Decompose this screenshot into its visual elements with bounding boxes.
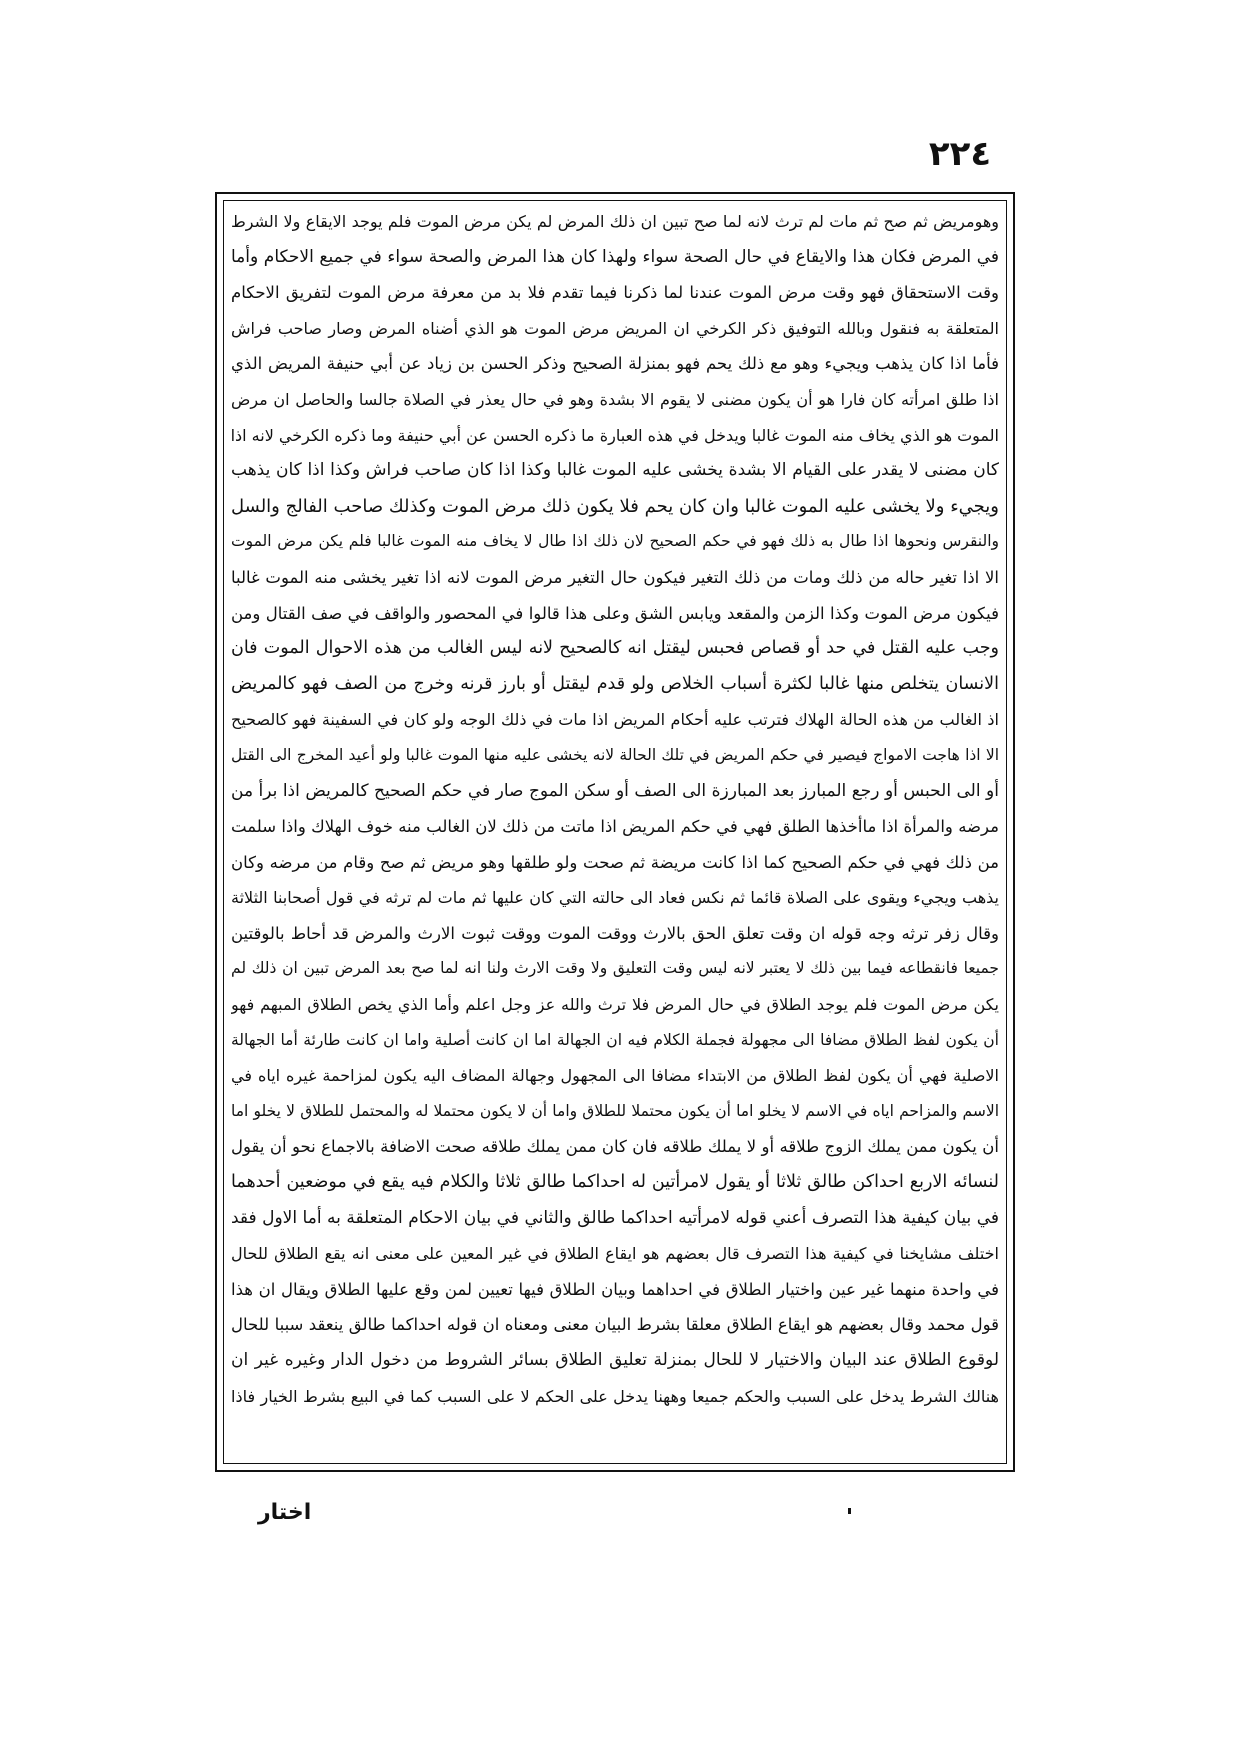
text-line: جميعا فانقطاعه فيما بين ذلك لا يعتبر لانه ليس وقت التعليق ولا وقت الارث ولنا انه لما صح بعد المرض تبين ان ذلك لم (231, 959, 999, 978)
text-line: مرضه والمرأة اذا ماأخذها الطلق فهي في حكم المريض اذا ماتت من ذلك لان الغالب منه خوف الهلاك واذا سلمت (231, 817, 999, 837)
text-line: الا اذا تغير حاله من ذلك ومات من ذلك التغير فيكون حال التغير مرض الموت لانه اذا تغير يخشى منه الموت غالبا (231, 567, 999, 587)
text-line: فيكون مرض الموت وكذا الزمن والمقعد ويابس الشق وعلى هذا قالوا في المحصور والواقف في صف القتال ومن (231, 603, 999, 623)
text-line: من ذلك فهي في حكم الصحيح كما اذا كانت مريضة ثم صحت ولو طلقها وهو مريض ثم صح وقام من مرضه وكان (231, 852, 999, 872)
text-line: كان مضنى لا يقدر على القيام الا بشدة يخشى عليه الموت غالبا وكذا اذا كان صاحب فراش وكذا اذا كان يذهب (231, 460, 999, 481)
text-line: قول محمد وقال بعضهم هو ايقاع الطلاق معلقا بشرط البيان معنى ومعناه ان قوله احداكما طالق ينعقد سببا للحال (231, 1315, 999, 1335)
text-line: الموت هو الذي يخاف منه الموت غالبا ويدخل في هذه العبارة ما ذكره الحسن عن أبي حنيفة وما ذكره الكرخي لانه اذا (231, 425, 999, 445)
text-line: لوقوع الطلاق عند البيان والاختيار لا للحال بمنزلة تعليق الطلاق بسائر الشروط من دخول الدار وغيره غير ان (231, 1350, 999, 1370)
text-line: اختلف مشايخنا في كيفية هذا التصرف قال بعضهم هو ايقاع الطلاق في غير المعين على معنى انه يقع الطلاق للحال (231, 1244, 999, 1264)
text-line: اذ الغالب من هذه الحالة الهلاك فترتب عليه أحكام المريض اذا مات في ذلك الوجه ولو كان في السفينة فهو كالصحيح (231, 710, 999, 730)
text-line: لنسائه الاربع احداكن طالق ثلاثا أو يقول لامرأتين له احداكما طالق ثلاثا والكلام فيه يقع في موضعين أحدهما (231, 1172, 999, 1193)
text-line: أن يكون لفظ الطلاق مضافا الى مجهولة فجملة الكلام فيه ان الجهالة اما ان كانت أصلية واما ان كانت طارئة أما الجهالة (231, 1030, 999, 1049)
text-line: وهومريض ثم صح ثم مات لم ترث لانه لما صح تبين ان ذلك المرض لم يكن مرض الموت فلم يوجد الايقاع ولا الشرط (231, 212, 999, 231)
text-line: وجب عليه القتل في حد أو قصاص فحبس ليقتل انه كالصحيح لانه ليس الغالب من هذه الاحوال الموت فان (231, 638, 999, 659)
page-number: ٢٢٤ (928, 134, 992, 174)
text-line: الا اذا هاجت الامواج فيصير في حكم المريض في تلك الحالة لانه يخشى عليه منها الموت غالبا ولو أعيد المخرج الى القتل (231, 745, 999, 764)
text-line: المتعلقة به فنقول وبالله التوفيق ذكر الكرخي ان المريض مرض الموت هو الذي أضناه المرض وصار صاحب فراش (231, 318, 999, 338)
text-line: هنالك الشرط يدخل على السبب والحكم جميعا وههنا يدخل على الحكم لا على السبب كما في البيع بشرط الخيار فاذا (231, 1386, 999, 1406)
text-line: يذهب ويجيء ويقوى على الصلاة قائما ثم نكس فعاد الى حالته التي كان عليها ثم مات لم ترثه في قول أصحابنا الثلاثة (231, 888, 999, 908)
text-line: الانسان يتخلص منها غالبا لكثرة أسباب الخلاص ولو قدم ليقتل أو بارز قرنه وخرج من الصف فهو كالمريض (231, 673, 999, 694)
text-line: اذا طلق امرأته كان فارا هو أن يكون مضنى لا يقوم الا بشدة وهو في حال يعذر في الصلاة جالسا والحاصل ان مرض (231, 389, 999, 409)
catchword: اختار (258, 1500, 312, 1525)
text-line: في المرض فكان هذا والايقاع في حال الصحة سواء ولهذا كان هذا المرض والصحة سواء في جميع الاحكام وأما (231, 246, 999, 267)
margin-dot (848, 1508, 851, 1514)
text-line: يكن مرض الموت فلم يوجد الطلاق في حال المرض فلا ترث والله عز وجل اعلم وأما الذي يخص الطلاق المبهم فهو (231, 995, 999, 1015)
text-line: وقت الاستحقاق فهو وقت مرض الموت عندنا لما ذكرنا فيما تقدم فلا بد من معرفة مرض الموت لتفريق الاحكام (231, 283, 999, 303)
text-line: أو الى الحبس أو رجع المبارز بعد المبارزة الى الصف أو سكن الموج صار في حكم الصحيح كالمريض اذا برأ من (231, 780, 999, 801)
text-line: في واحدة منهما غير عين واختيار الطلاق في احداهما وبيان الطلاق فيها تعيين لمن وقع عليها الطلاق ويقال ان هذا (231, 1279, 999, 1299)
text-line: الاصلية فهي أن يكون لفظ الطلاق من الابتداء مضافا الى المجهول وجهالة المضاف اليه يكون لمزاحمة غيره اياه في (231, 1066, 999, 1086)
text-line: أن يكون ممن يملك الزوج طلاقه أو لا يملك طلاقه فان كان ممن يملك طلاقه صحت الاضافة بالاجماع نحو أن يقول (231, 1137, 999, 1157)
text-line: الاسم والمزاحم اياه في الاسم لا يخلو اما أن يكون محتملا للطلاق واما أن لا يكون محتملا له والمحتمل للطلاق لا يخلو اما (231, 1101, 999, 1120)
text-line: وقال زفر ترثه وجه قوله ان وقت تعلق الحق بالارث ووقت الموت ووقت ثبوت الارث والمرض قد أحاط بالوقتين (231, 923, 999, 943)
text-line: والنقرس ونحوها اذا طال به ذلك فهو في حكم الصحيح لان ذلك اذا طال لا يخاف منه الموت غالبا فلم يكن مرض الموت (231, 532, 999, 551)
text-line: ويجيء ولا يخشى عليه الموت غالبا وان كان يحم فلا يكون ذلك مرض الموت وكذلك صاحب الفالج والسل (231, 495, 999, 517)
body-text (231, 204, 999, 1464)
text-line: فأما اذا كان يذهب ويجيء وهو مع ذلك يحم فهو بمنزلة الصحيح وذكر الحسن بن زياد عن أبي حنيفة المريض الذي (231, 354, 999, 374)
text-line: في بيان كيفية هذا التصرف أعني قوله لامرأتيه احداكما طالق والثاني في بيان الاحكام المتعلقة به أما الاول فقد (231, 1207, 999, 1228)
